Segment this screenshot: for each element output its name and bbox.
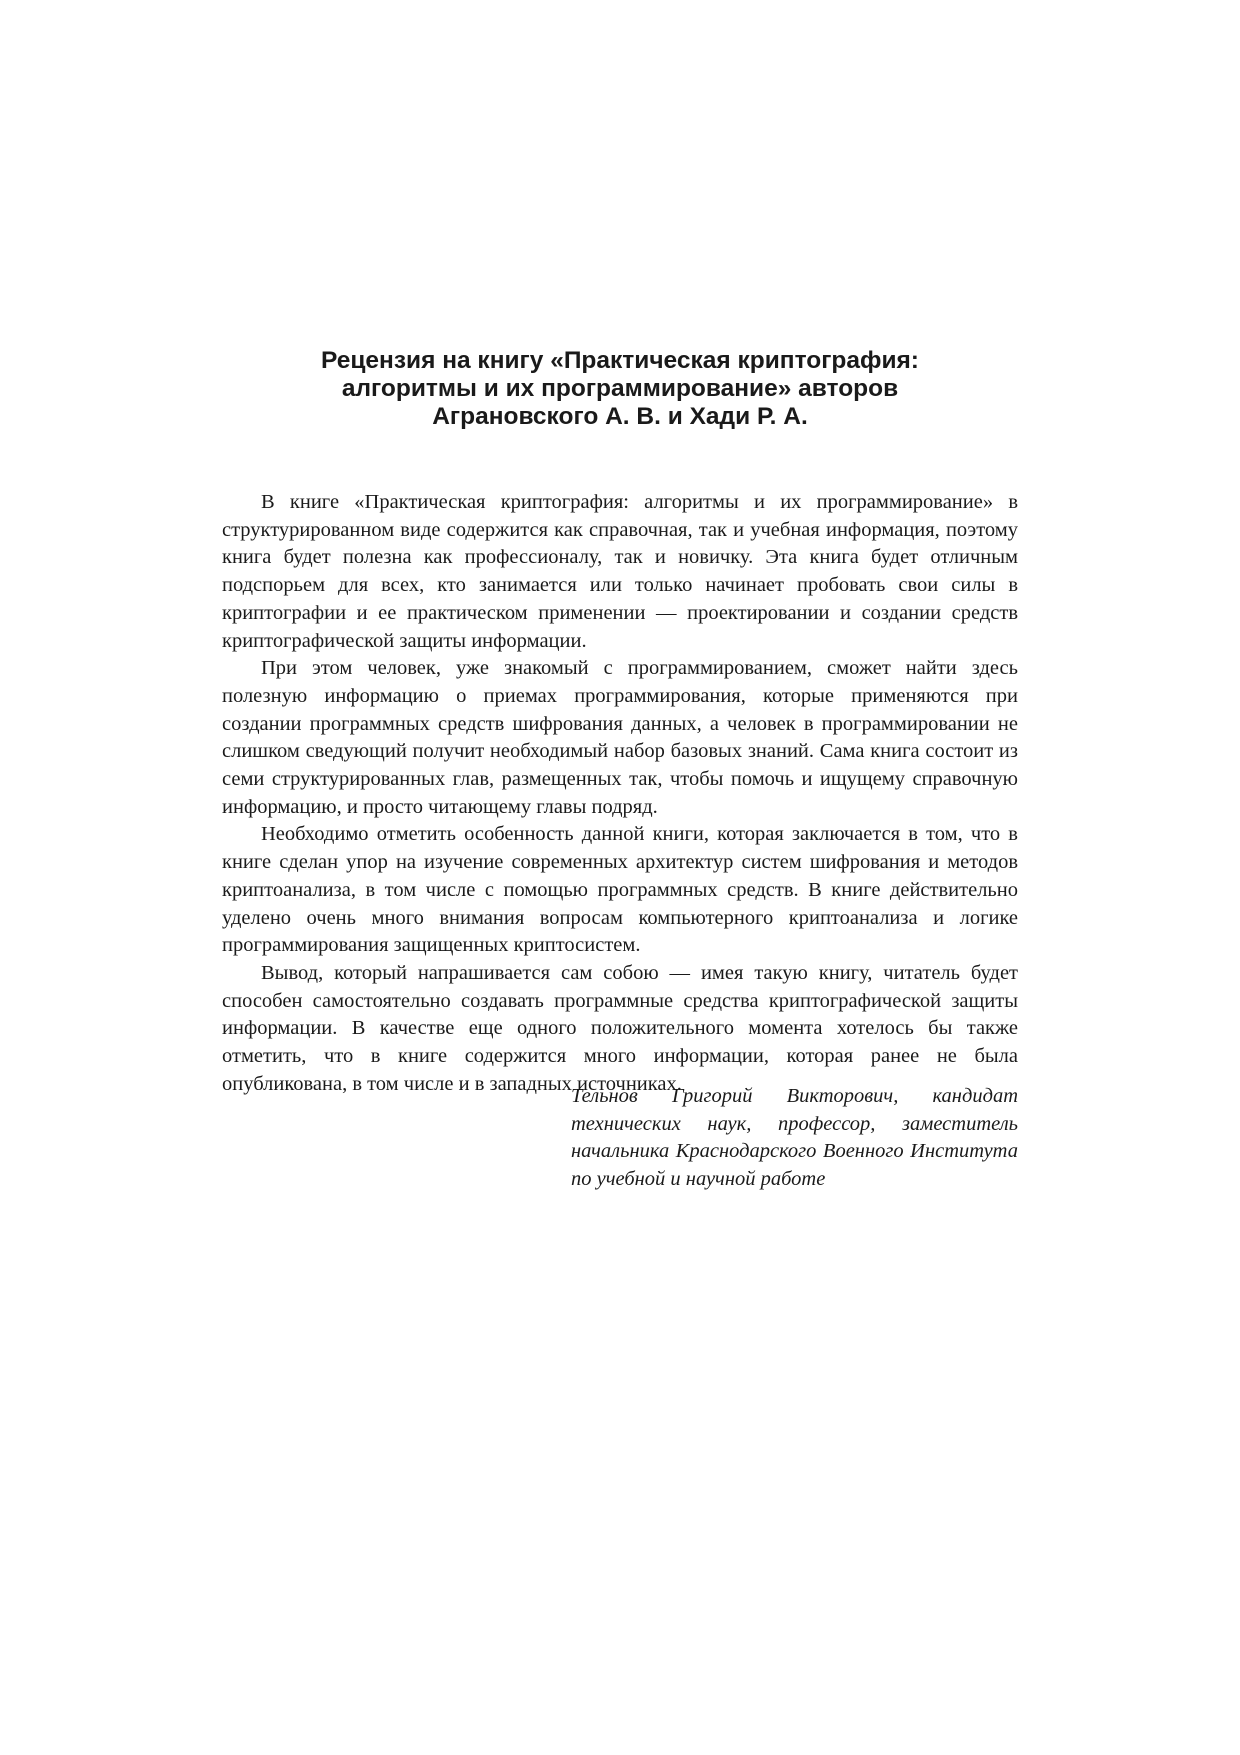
review-paragraph-3: Необходимо отметить особенность данной книги, которая заключается в том, что в книге сделан упор на изучение современных архитектур систем шифрования и методов криптоанализа, в том числе с помощью программных средств. В книге действительно уделено очень много внимания вопросам компьютерного криптоанализа и логике программирования защищенных криптосистем.	[222, 823, 1018, 957]
review-paragraph-4: Вывод, который напрашивается сам собою — имея такую книгу, читатель будет способен самостоятельно создавать программные средства криптографической защиты информации. В качестве еще одного положительного момента хотелось бы также отметить, что в книге содержится много информации, которая ранее не была опубликована, в том числе и в западных источниках.	[222, 961, 1018, 1095]
review-title-line-2: алгоритмы и их программирование» авторов	[341, 375, 899, 402]
review-title-line-3: Аграновского А. В. и Хади Р. А.	[432, 403, 808, 430]
review-title	[220, 347, 1020, 431]
reviewer-signature: Тельнов Григорий Викторович, кандидат технических наук, профессор, заместитель начальника Краснодарского Военного Института по учебной и научной работе	[571, 1085, 1018, 1191]
review-paragraph-2: При этом человек, уже знакомый с программированием, сможет найти здесь полезную информацию о приемах программирования, которые применяются при создании программных средств шифрования данных, а человек в программировании не слишком сведующий получит необходимый набор базовых знаний. Сама книга состоит из семи структурированных глав, размещенных так, чтобы помочь и ищущему справочную информацию, и просто читающему главы подряд.	[222, 657, 1018, 818]
review-body	[222, 489, 1018, 1098]
review-title-line-1: Рецензия на книгу «Практическая криптография:	[321, 347, 919, 374]
review-paragraph-1: В книге «Практическая криптография: алгоритмы и их программирование» в структурированном виде содержится как справочная, так и учебная информация, поэтому книга будет полезна как профессионалу, так и новичку. Эта книга будет отличным подспорьем для всех, кто занимается или только начинает пробовать свои силы в криптографии и ее практическом применении — проектировании и создании средств криптографической защиты информации.	[222, 491, 1018, 652]
